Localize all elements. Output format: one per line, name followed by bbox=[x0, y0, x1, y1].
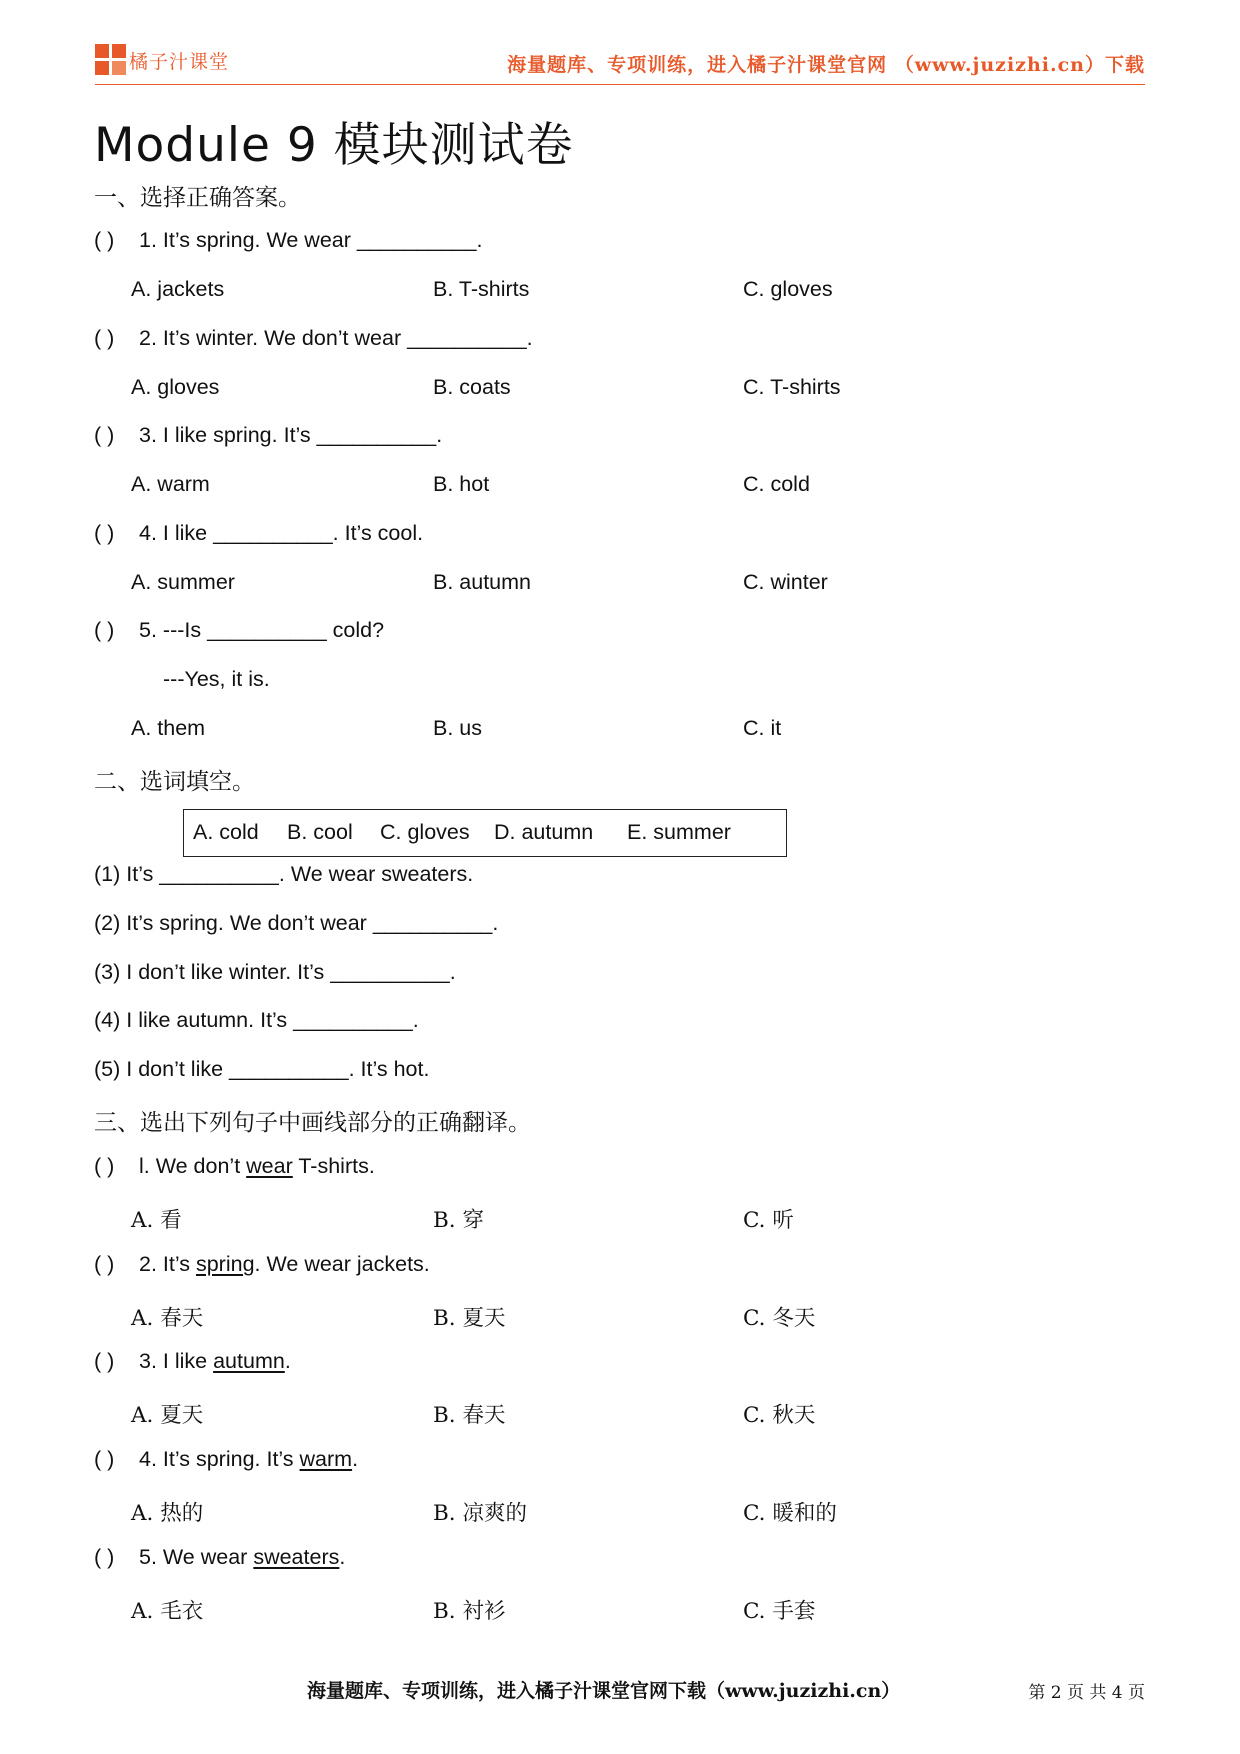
s1-q4-paren: ( ) bbox=[94, 521, 115, 545]
s2-sentence-5: (5) I don’t like __________. It’s hot. bbox=[94, 1057, 430, 1081]
s1-q3-paren: ( ) bbox=[94, 423, 115, 447]
s3-q4-option-a: A. 热的 bbox=[131, 1501, 204, 1526]
s1-q2-option-a: A. gloves bbox=[131, 375, 220, 399]
brand-logo-icon bbox=[95, 44, 127, 76]
s2-sentence-4: (4) I like autumn. It’s __________. bbox=[94, 1008, 419, 1032]
page-number: 第 2 页 共 4 页 bbox=[1028, 1683, 1145, 1703]
s3-q2-paren: ( ) bbox=[94, 1252, 115, 1276]
s1-q5-option-c: C. it bbox=[743, 716, 782, 740]
underlined-word: warm bbox=[299, 1447, 353, 1471]
word-bank-item: A. cold bbox=[193, 820, 259, 844]
word-bank-box bbox=[183, 809, 787, 857]
s3-q3-text: 3. I like autumn. bbox=[139, 1349, 291, 1373]
s2-sentence-2: (2) It’s spring. We don’t wear __________. bbox=[94, 911, 499, 935]
s1-q3-option-b: B. hot bbox=[433, 472, 490, 496]
word-bank-item: D. autumn bbox=[494, 820, 594, 844]
s3-q5-option-a: A. 毛衣 bbox=[131, 1599, 204, 1624]
s1-q4-option-c: C. winter bbox=[743, 570, 828, 594]
s3-q2-option-b: B. 夏天 bbox=[433, 1306, 506, 1331]
s3-q3-paren: ( ) bbox=[94, 1349, 115, 1373]
s2-sentence-3: (3) I don’t like winter. It’s __________. bbox=[94, 960, 456, 984]
s3-q1-paren: ( ) bbox=[94, 1154, 115, 1178]
section1-heading: 一、选择正确答案。 bbox=[94, 185, 301, 211]
s1-q2-paren: ( ) bbox=[94, 326, 115, 350]
s1-q5-option-a: A. them bbox=[131, 716, 206, 740]
s3-q2-text: 2. It’s spring. We wear jackets. bbox=[139, 1252, 430, 1276]
s3-q5-paren: ( ) bbox=[94, 1545, 115, 1569]
section3-heading: 三、选出下列句子中画线部分的正确翻译。 bbox=[94, 1110, 531, 1136]
underlined-word: autumn bbox=[213, 1349, 285, 1373]
s1-q5-paren: ( ) bbox=[94, 618, 115, 642]
s3-q2-option-c: C. 冬天 bbox=[743, 1306, 816, 1331]
footer-text: 海量题库、专项训练，进入橘子汁课堂官网下载（www.juzizhi.cn） bbox=[307, 1680, 901, 1702]
s1-q4-text: 4. I like __________. It’s cool. bbox=[139, 521, 424, 545]
s3-q3-option-c: C. 秋天 bbox=[743, 1403, 816, 1428]
s3-q4-option-b: B. 凉爽的 bbox=[433, 1501, 527, 1526]
word-bank-item: B. cool bbox=[287, 820, 353, 844]
s1-q1-option-c: C. gloves bbox=[743, 277, 833, 301]
page-title: Module 9 模块测试卷 bbox=[94, 118, 574, 173]
s3-q4-option-c: C. 暖和的 bbox=[743, 1501, 837, 1526]
s1-q1-text: 1. It’s spring. We wear __________. bbox=[139, 228, 483, 252]
s2-sentence-1: (1) It’s __________. We wear sweaters. bbox=[94, 862, 474, 886]
header-divider bbox=[95, 84, 1145, 85]
s3-q5-text: 5. We wear sweaters. bbox=[139, 1545, 346, 1569]
s1-q4-option-a: A. summer bbox=[131, 570, 235, 594]
word-bank-item: C. gloves bbox=[380, 820, 470, 844]
s1-q3-text: 3. I like spring. It’s __________. bbox=[139, 423, 443, 447]
s1-q4-option-b: B. autumn bbox=[433, 570, 531, 594]
word-bank-item: E. summer bbox=[627, 820, 731, 844]
header-tagline: 海量题库、专项训练，进入橘子汁课堂官网 （www.juzizhi.cn）下载 bbox=[507, 54, 1145, 76]
s1-q2-text: 2. It’s winter. We don’t wear __________. bbox=[139, 326, 533, 350]
s3-q1-option-a: A. 看 bbox=[131, 1208, 182, 1233]
brand-name: 橘子汁课堂 bbox=[129, 51, 230, 73]
s3-q1-option-b: B. 穿 bbox=[433, 1208, 484, 1233]
s1-q2-option-b: B. coats bbox=[433, 375, 511, 399]
section2-heading: 二、选词填空。 bbox=[94, 769, 255, 795]
s1-q5-subtext: ---Yes, it is. bbox=[163, 667, 270, 691]
s3-q5-option-b: B. 衬衫 bbox=[433, 1599, 506, 1624]
s3-q4-paren: ( ) bbox=[94, 1447, 115, 1471]
s1-q1-option-a: A. jackets bbox=[131, 277, 225, 301]
underlined-word: sweaters bbox=[253, 1545, 340, 1569]
s1-q3-option-a: A. warm bbox=[131, 472, 210, 496]
s1-q1-paren: ( ) bbox=[94, 228, 115, 252]
underlined-word: spring bbox=[195, 1252, 255, 1276]
s3-q5-option-c: C. 手套 bbox=[743, 1599, 816, 1624]
s3-q2-option-a: A. 春天 bbox=[131, 1306, 204, 1331]
s3-q3-option-a: A. 夏天 bbox=[131, 1403, 204, 1428]
s1-q3-option-c: C. cold bbox=[743, 472, 810, 496]
s3-q3-option-b: B. 春天 bbox=[433, 1403, 506, 1428]
s3-q1-option-c: C. 听 bbox=[743, 1208, 794, 1233]
s1-q2-option-c: C. T-shirts bbox=[743, 375, 841, 399]
s1-q5-option-b: B. us bbox=[433, 716, 482, 740]
s3-q4-text: 4. It’s spring. It’s warm. bbox=[139, 1447, 359, 1471]
s3-q1-text: l. We don’t wear T-shirts. bbox=[139, 1154, 375, 1178]
s1-q5-text: 5. ---Is __________ cold? bbox=[139, 618, 385, 642]
underlined-word: wear bbox=[246, 1154, 293, 1178]
s1-q1-option-b: B. T-shirts bbox=[433, 277, 530, 301]
